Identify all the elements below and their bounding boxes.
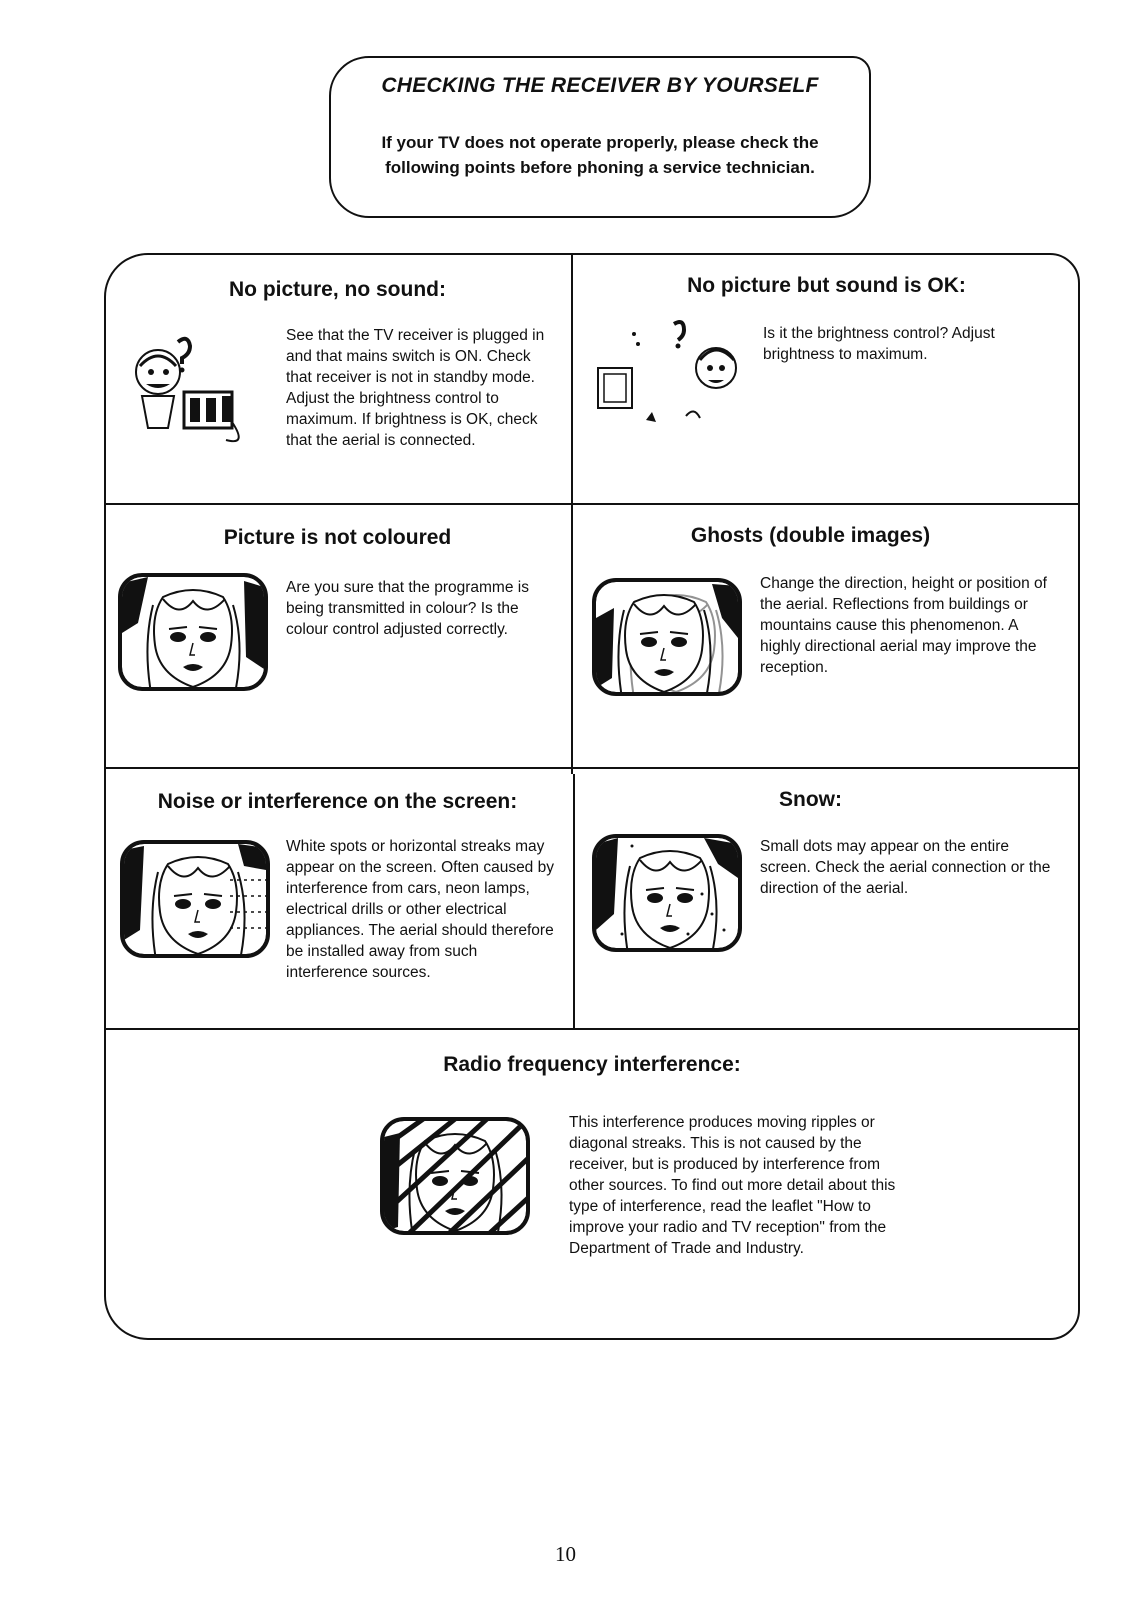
section-title-snow: Snow: xyxy=(779,788,842,811)
section-text-not-coloured: Are you sure that the programme is being transmitted in colour? Is the colour control adjusted correctly. xyxy=(286,579,529,638)
section-title-ghosts: Ghosts (double images) xyxy=(690,524,931,547)
section-text-noise: White spots or horizontal streaks may appear on the screen. Often caused by interference from cars, neon lamps, electrical drills or other electrical appliances. The aerial should therefore be installed away from such interference sources. xyxy=(286,838,554,981)
tv-screen-face-icon xyxy=(118,573,268,691)
section-text-no-picture-no-sound: See that the TV receiver is plugged in and that mains switch is ON. Check that receiver is not in standby mode. Adjust the brightness control to maximum. If brightness is OK, check that the aerial is connected. xyxy=(286,327,545,449)
page-subtitle: If your TV does not operate properly, please check the following points before phoning a service technician. xyxy=(381,133,819,177)
grid-divider-row-1 xyxy=(104,503,1080,505)
section-title-radio: Radio frequency interference: xyxy=(443,1053,741,1076)
tv-screen-noise-face-icon xyxy=(120,840,270,958)
grid-divider-vertical-top xyxy=(571,254,573,774)
section-title-no-picture-no-sound: No picture, no sound: xyxy=(229,278,446,301)
section-title-not-coloured: Picture is not coloured xyxy=(223,526,452,549)
grid-divider-vertical-bottom xyxy=(573,774,575,1030)
section-text-snow: Small dots may appear on the entire screen. Check the aerial connection or the direction of the aerial. xyxy=(760,838,1051,897)
page-number: 10 xyxy=(555,1542,576,1566)
confused-man-with-tv-icon xyxy=(594,320,744,432)
section-text-radio: This interference produces moving ripples or diagonal streaks. This is not caused by the receiver, but is produced by interference from other sources. To find out more detail about this type of interference, read the leaflet "How to improve your radio and TV reception" from the Department of Trade and Industry. xyxy=(569,1114,896,1257)
grid-divider-row-2 xyxy=(104,767,1080,769)
confused-man-with-tv-icon xyxy=(118,336,268,446)
page-title: CHECKING THE RECEIVER BY YOURSELF xyxy=(381,74,819,97)
grid-divider-row-3 xyxy=(104,1028,1080,1030)
header-box xyxy=(329,56,871,218)
section-text-no-picture-sound-ok: Is it the brightness control? Adjust brightness to maximum. xyxy=(763,325,995,363)
section-text-ghosts: Change the direction, height or position of the aerial. Reflections from buildings or mountains cause this phenomenon. A highly directional aerial may improve the reception. xyxy=(760,575,1047,676)
tv-screen-diagonal-streaks-icon xyxy=(380,1115,530,1237)
tv-screen-snow-face-icon xyxy=(592,834,742,952)
section-title-no-picture-sound-ok: No picture but sound is OK: xyxy=(687,274,966,297)
tv-screen-ghost-face-icon xyxy=(592,578,742,696)
section-title-noise: Noise or interference on the screen: xyxy=(157,790,518,813)
